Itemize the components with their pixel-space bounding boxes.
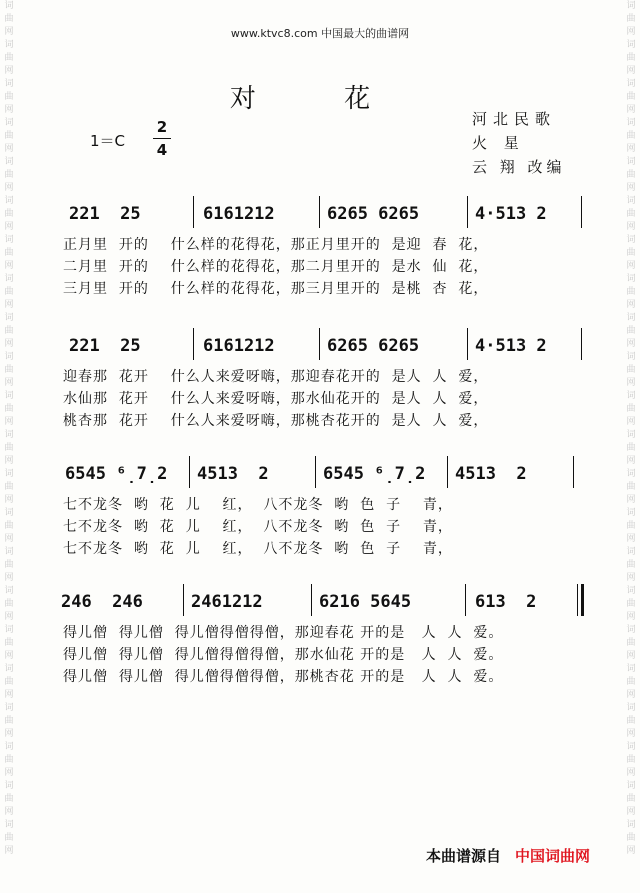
lyric-verse-1: 七不龙冬 哟 花 儿 红， 八不龙冬 哟 色 子 青， xyxy=(63,497,453,513)
barline xyxy=(193,196,194,228)
barline xyxy=(189,456,190,488)
barline xyxy=(465,584,466,616)
left-edge-watermark: 词曲网 词曲网 词曲网 词曲网 词曲网 词曲网 词曲网 词曲网 词曲网 词曲网 词曲网 词曲网 词曲网 词曲网 词曲网 词曲网 词曲网 词曲网 词曲网 词曲网 词曲网 词曲网 xyxy=(4,1,14,856)
measure-1: 6545 ⁶̣7̣2 xyxy=(65,464,168,484)
measure-1: 221 25 xyxy=(69,336,141,356)
measure-2: 2461212 xyxy=(191,592,263,612)
lyric-verse-3: 得儿僧 得儿僧 得儿僧得僧得僧，那桃杏花 开的是 人 人 爱。 xyxy=(63,669,504,685)
time-sig-top: 2 xyxy=(153,118,171,139)
right-edge-watermark: 词曲网 词曲网 词曲网 词曲网 词曲网 词曲网 词曲网 词曲网 词曲网 词曲网 词曲网 词曲网 词曲网 词曲网 词曲网 词曲网 词曲网 词曲网 词曲网 词曲网 词曲网 词曲网 xyxy=(626,1,636,856)
barline xyxy=(193,328,194,360)
measure-4: 4·513 2 xyxy=(475,204,547,224)
credit-line-3: 云 翔 改编 xyxy=(472,158,566,176)
barline xyxy=(183,584,184,616)
time-sig-bottom: 4 xyxy=(156,141,168,159)
measure-3: 6265 6265 xyxy=(327,204,420,224)
barline xyxy=(311,584,312,616)
lyric-verse-2: 水仙那 花开 什么人来爱呀嗨，那水仙花开的 是人 人 爱， xyxy=(63,391,489,407)
lyric-verse-3: 七不龙冬 哟 花 儿 红， 八不龙冬 哟 色 子 青， xyxy=(63,541,453,557)
key-signature: 1＝C xyxy=(90,132,126,150)
credit-line-2: 火 星 xyxy=(472,134,525,152)
final-barline-thick xyxy=(581,584,584,616)
lyric-verse-2: 七不龙冬 哟 花 儿 红， 八不龙冬 哟 色 子 青， xyxy=(63,519,453,535)
notation-row xyxy=(55,200,585,230)
measure-2: 6161212 xyxy=(203,204,275,224)
notation-row xyxy=(55,332,585,362)
notation-row xyxy=(55,460,585,490)
measure-3: 6265 6265 xyxy=(327,336,420,356)
barline xyxy=(467,328,468,360)
lyric-verse-1: 迎春那 花开 什么人来爱呀嗨，那迎春花开的 是人 人 爱， xyxy=(63,369,489,385)
measure-3: 6545 ⁶̣7̣2 xyxy=(323,464,426,484)
measure-4: 4513 2 xyxy=(455,464,527,484)
credit-line-1: 河北民歌 xyxy=(472,110,557,128)
barline xyxy=(447,456,448,488)
measure-2: 6161212 xyxy=(203,336,275,356)
measure-1: 246 246 xyxy=(61,592,143,612)
lyric-verse-2: 二月里 开的 什么样的花得花，那二月里开的 是水 仙 花， xyxy=(63,259,489,275)
footer-label: 本曲谱源自 xyxy=(425,847,501,865)
time-signature xyxy=(153,118,171,159)
barline xyxy=(467,196,468,228)
barline xyxy=(573,456,574,488)
measure-1: 221 25 xyxy=(69,204,141,224)
measure-4: 613 2 xyxy=(475,592,537,612)
site-header: www.ktvc8.com 中国最大的曲谱网 xyxy=(230,27,410,40)
barline xyxy=(315,456,316,488)
barline xyxy=(581,196,582,228)
footer-brand: 中国词曲网 xyxy=(514,847,590,865)
final-barline xyxy=(577,584,578,616)
lyric-verse-1: 正月里 开的 什么样的花得花，那正月里开的 是迎 春 花， xyxy=(63,237,489,253)
lyric-verse-3: 三月里 开的 什么样的花得花，那三月里开的 是桃 杏 花， xyxy=(63,281,489,297)
barline xyxy=(581,328,582,360)
measure-4: 4·513 2 xyxy=(475,336,547,356)
song-title: 对 花 xyxy=(229,84,411,114)
source-footer xyxy=(426,845,590,866)
lyric-verse-2: 得儿僧 得儿僧 得儿僧得僧得僧，那水仙花 开的是 人 人 爱。 xyxy=(63,647,504,663)
barline xyxy=(319,328,320,360)
measure-2: 4513 2 xyxy=(197,464,269,484)
lyric-verse-3: 桃杏那 花开 什么人来爱呀嗨，那桃杏花开的 是人 人 爱， xyxy=(63,413,489,429)
barline xyxy=(319,196,320,228)
lyric-verse-1: 得儿僧 得儿僧 得儿僧得僧得僧，那迎春花 开的是 人 人 爱。 xyxy=(63,625,504,641)
measure-3: 6216 5645 xyxy=(319,592,412,612)
notation-row xyxy=(55,588,585,618)
